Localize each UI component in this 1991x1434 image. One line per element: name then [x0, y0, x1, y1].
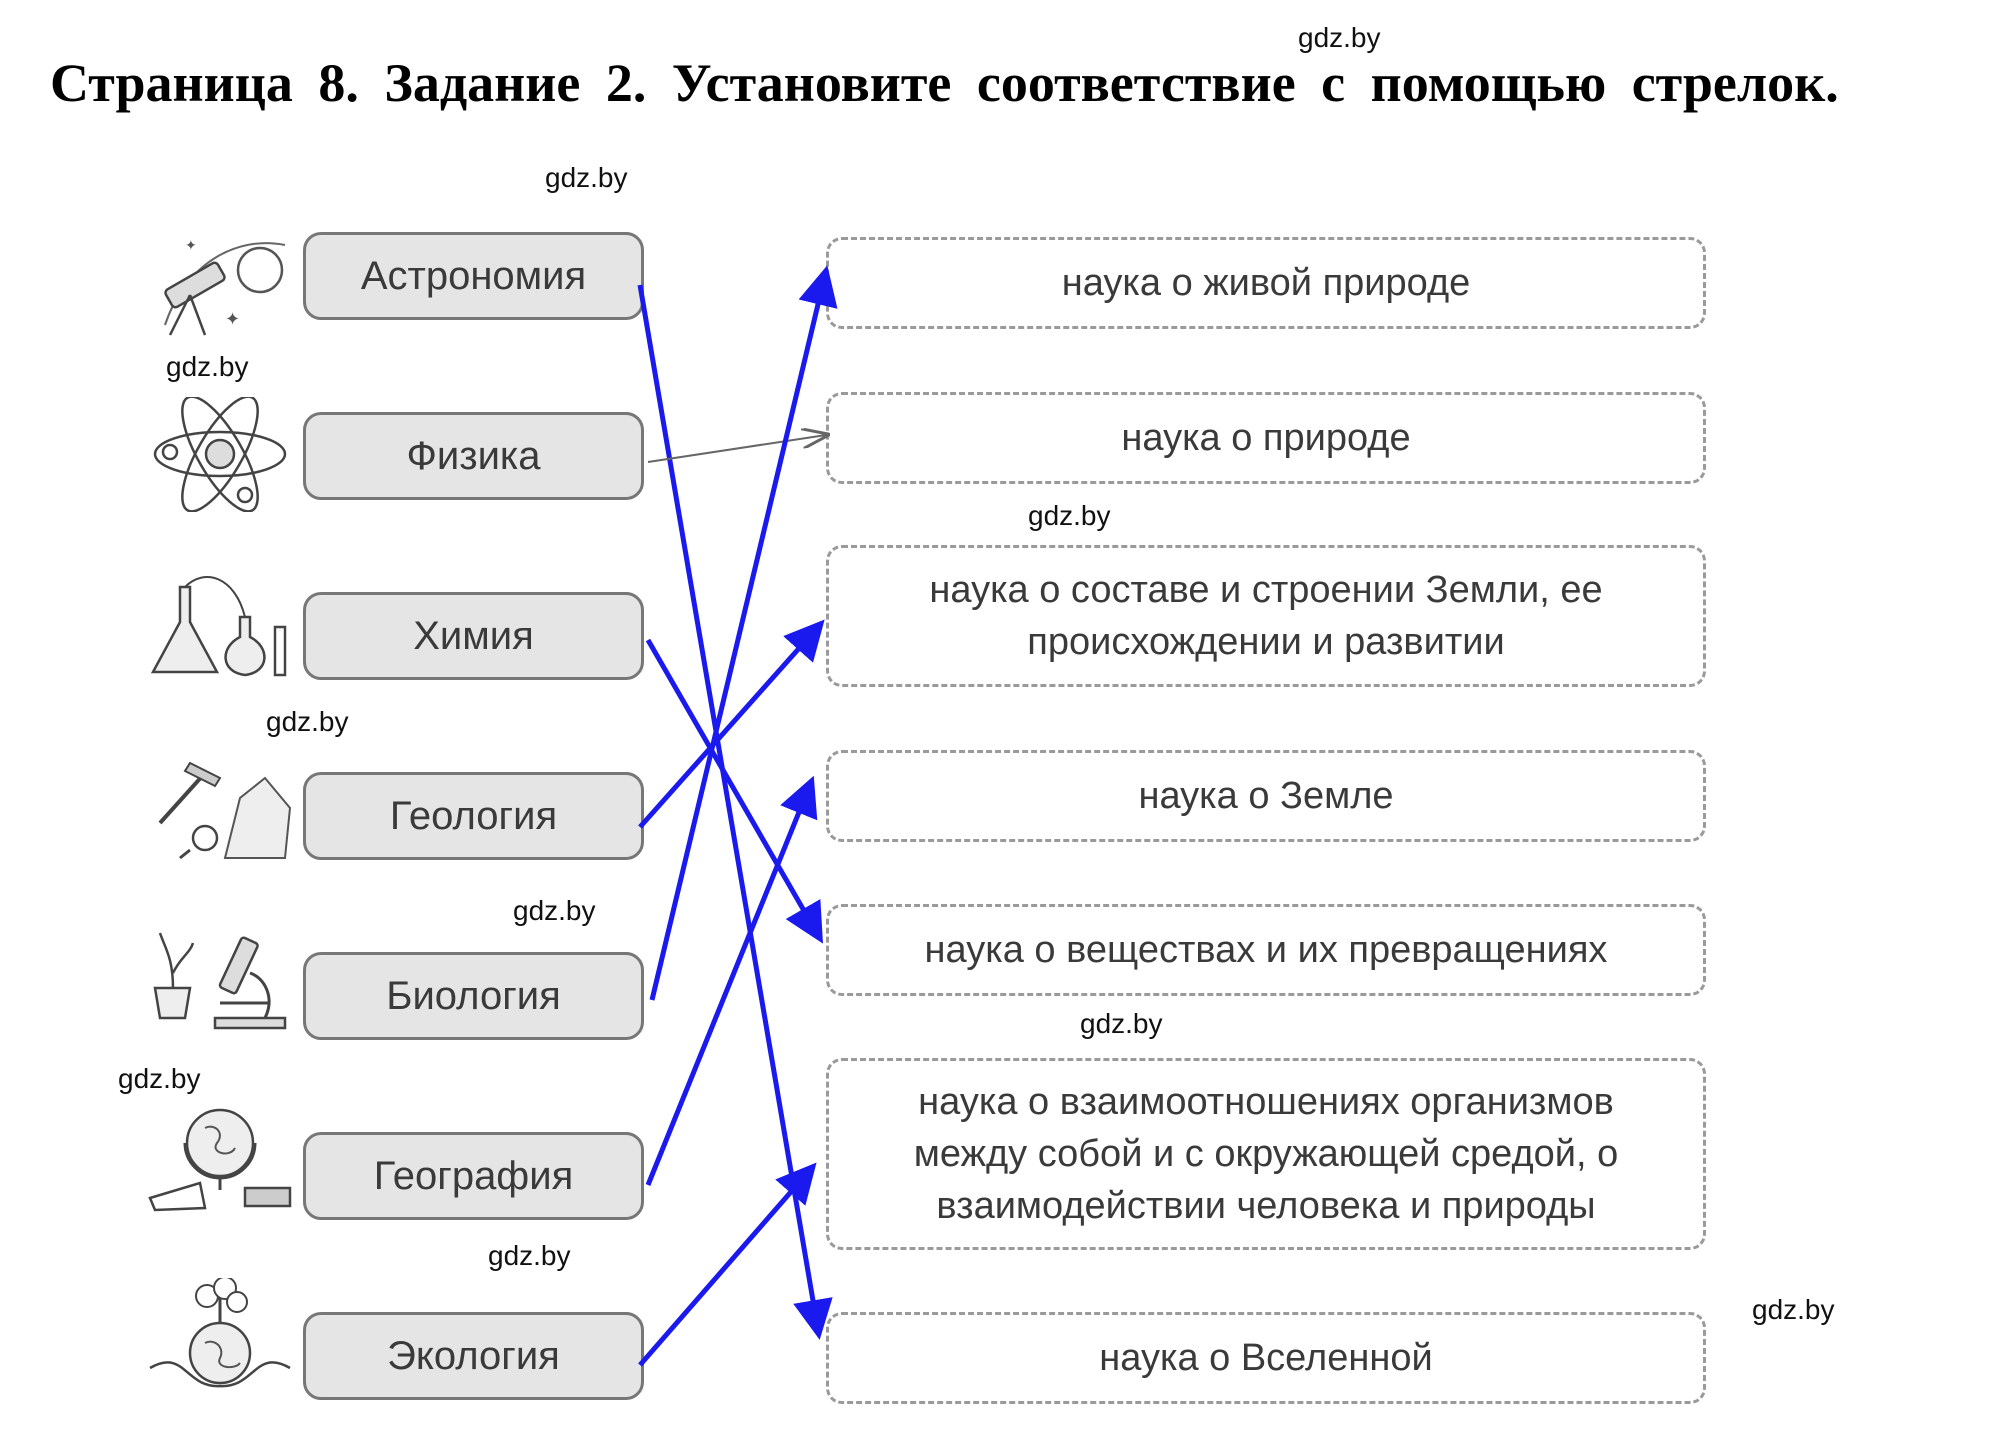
watermark: gdz.by	[1298, 22, 1381, 53]
arrow-geography	[648, 785, 810, 1185]
science-label: Биология	[386, 973, 561, 1018]
definition-text: наука о взаимоотношениях организмов между собой и с окружающей средой, о взаимодействии человека и природы	[913, 1081, 1619, 1227]
watermark: gdz.by	[545, 162, 628, 193]
watermark: gdz.by	[1752, 1294, 1835, 1325]
definition-text: наука о Земле	[1138, 775, 1394, 817]
arrow-physics	[648, 435, 826, 462]
arrow-biology	[652, 275, 825, 1000]
science-label: Астрономия	[360, 253, 587, 298]
svg-text:✦: ✦	[225, 309, 241, 329]
science-label: Геология	[389, 793, 558, 838]
arrow-astronomy	[640, 285, 818, 1330]
watermark: gdz.by	[488, 1240, 571, 1271]
definition-text: наука о веществах и их превращениях	[924, 929, 1608, 971]
svg-text:✦: ✦	[185, 237, 197, 253]
watermark: gdz.by	[1028, 500, 1111, 531]
watermark: gdz.by	[266, 706, 349, 737]
watermark: gdz.by	[513, 895, 596, 926]
watermark: gdz.by	[1080, 1008, 1163, 1039]
definition-text: наука о составе и строении Земли, ее происхождении и развитии	[929, 569, 1603, 663]
definition-text: наука о живой природе	[1061, 262, 1471, 304]
watermark: gdz.by	[118, 1063, 201, 1094]
definition-text: наука о Вселенной	[1099, 1337, 1433, 1379]
definition-text: наука о природе	[1121, 417, 1411, 459]
science-label: Физика	[406, 433, 541, 478]
arrow-ecology	[640, 1170, 810, 1365]
task-title: Страница 8. Задание 2. Установите соответствие с помощью стрелок.	[50, 53, 1839, 113]
science-label: Химия	[413, 613, 534, 658]
science-label: Экология	[387, 1333, 560, 1378]
science-label: География	[373, 1153, 574, 1198]
watermark: gdz.by	[166, 351, 249, 382]
